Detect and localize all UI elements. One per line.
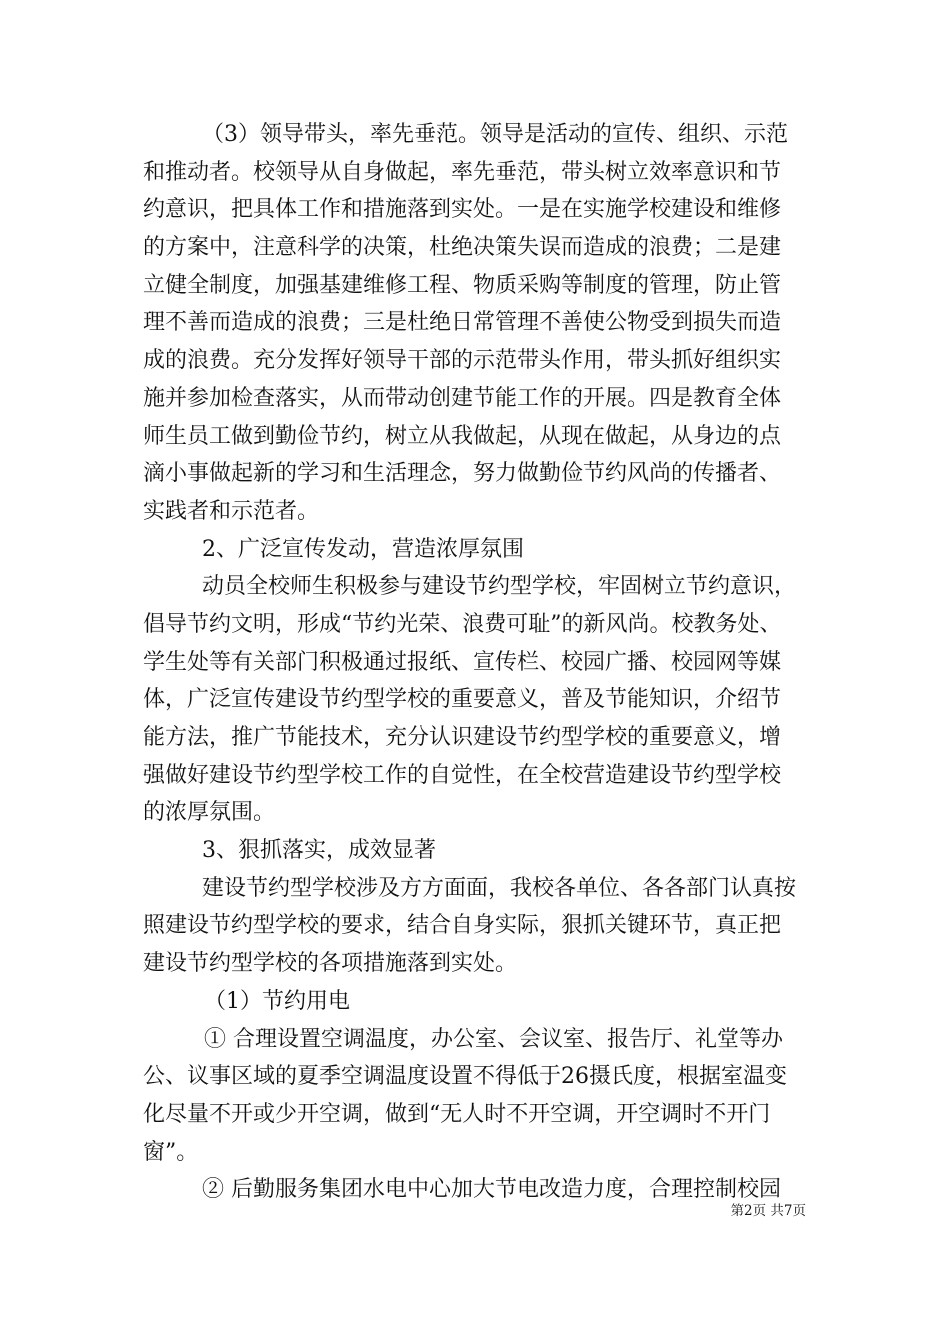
text-line: 3、狠抓落实，成效显著 [202,838,436,864]
text-line: 学生处等有关部门积极通过报纸、宣传栏、校园广播、校园网等媒 [143,649,782,675]
text-line: 滴小事做起新的学习和生活理念，努力做勤俭节约风尚的传播者、 [143,461,782,487]
text-line: 的浓厚氛围。 [143,800,276,826]
text-line: 倡导节约文明，形成“节约光荣、浪费可耻”的新风尚。校教务处、 [143,611,782,637]
text-line: 理不善而造成的浪费；三是杜绝日常管理不善使公物受到损失而造 [143,310,782,336]
text-line: 约意识，把具体工作和措施落到实处。一是在实施学校建设和维修 [143,197,782,223]
text-line: 施并参加检查落实，从而带动创建节能工作的开展。四是教育全体 [143,385,782,411]
text-line: 公、议事区域的夏季空调温度设置不得低于26摄氏度，根据室温变 [143,1064,787,1090]
text-line: （1）节约用电 [204,988,350,1014]
text-line: 和推动者。校领导从自身做起，率先垂范，带头树立效率意识和节 [143,159,782,185]
document-body [143,116,815,1209]
text-line: 建设节约型学校涉及方方面面，我校各单位、各各部门认真按 [202,875,797,901]
text-line: 师生员工做到勤俭节约，树立从我做起，从现在做起，从身边的点 [143,423,782,449]
text-line: 能方法，推广节能技术，充分认识建设节约型学校的重要意义，增 [143,725,782,750]
text-line: （3）领导带头，率先垂范。领导是活动的宣传、组织、示范 [202,122,788,147]
text-line: 的方案中，注意科学的决策，杜绝决策失误而造成的浪费；二是建 [143,235,782,261]
text-line: ② 后勤服务集团水电中心加大节电改造力度，合理控制校园 [202,1177,781,1203]
text-line: 2、广泛宣传发动，营造浓厚氛围 [202,536,524,562]
text-line: 成的浪费。充分发挥好领导干部的示范带头作用，带头抓好组织实 [143,348,782,374]
text-line: 动员全校师生积极参与建设节约型学校，牢固树立节约意识， [202,574,797,600]
text-line: 照建设节约型学校的要求，结合自身实际，狠抓关键环节，真正把 [143,913,782,939]
text-line: 实践者和示范者。 [143,498,320,524]
text-line: 窗”。 [143,1139,199,1165]
page-number-footer: 第2页 共7页 [730,1203,806,1219]
text-line: 化尽量不开或少开空调，做到“无人时不开空调，开空调时不开门 [143,1101,771,1127]
text-line: ① 合理设置空调温度，办公室、会议室、报告厅、礼堂等办 [204,1026,783,1052]
text-line: 立健全制度，加强基建维修工程、物质采购等制度的管理，防止管 [143,272,782,298]
text-line: 强做好建设节约型学校工作的自觉性，在全校营造建设节约型学校 [143,762,782,788]
text-line: 体，广泛宣传建设节约型学校的重要意义，普及节能知识，介绍节 [143,687,782,713]
text-line: 建设节约型学校的各项措施落到实处。 [143,951,518,977]
